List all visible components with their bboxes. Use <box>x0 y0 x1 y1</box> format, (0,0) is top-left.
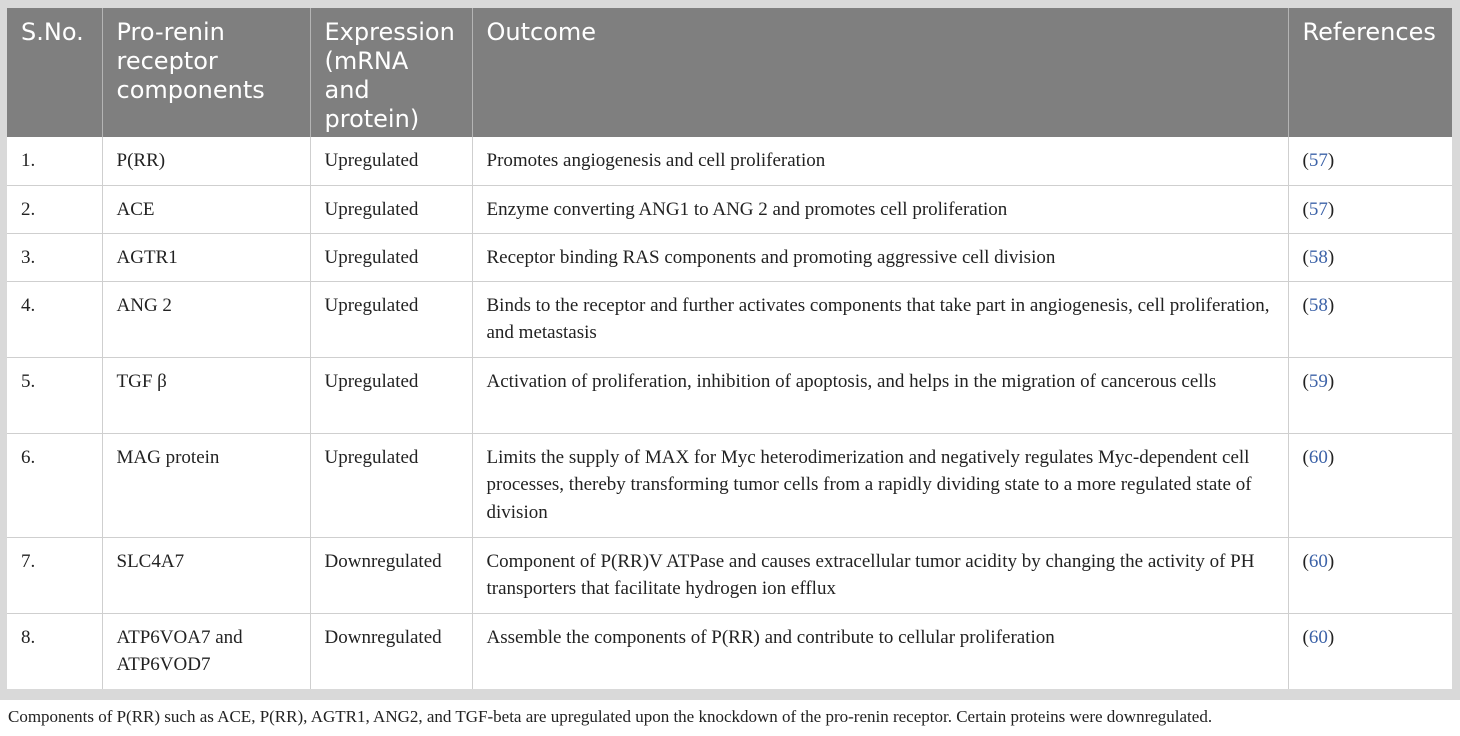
cell-sno: 4. <box>7 281 102 357</box>
cell-sno: 6. <box>7 433 102 537</box>
header-references: References <box>1288 8 1452 137</box>
cell-expression: Upregulated <box>310 233 472 281</box>
ref-close-paren: ) <box>1327 294 1335 316</box>
cell-sno: 1. <box>21 150 36 171</box>
cell-outcome: Assemble the components of P(RR) and contribute to cellular proliferation <box>472 613 1288 689</box>
reference-link[interactable]: 60 <box>1308 446 1328 468</box>
ref-close-paren: ) <box>1327 446 1335 468</box>
cell-outcome: Limits the supply of MAX for Myc heterodimerization and negatively regulates Myc-dependent cell processes, thereby transforming tumor cells from a rapidly dividing state to a more regulated state of division <box>472 433 1288 537</box>
cell-expression: Upregulated <box>310 185 472 233</box>
cell-expression: Upregulated <box>310 357 472 433</box>
cell-reference <box>1288 185 1452 233</box>
ref-close-paren: ) <box>1327 550 1335 572</box>
reference-link[interactable]: 57 <box>1308 198 1328 220</box>
ref-close-paren: ) <box>1327 246 1335 268</box>
reference-link[interactable]: 58 <box>1308 294 1328 316</box>
ref-open-paren: ( <box>1302 370 1309 392</box>
cell-reference <box>1288 433 1452 537</box>
header-component: Pro-renin receptor components <box>102 8 310 137</box>
cell-expression: Downregulated <box>310 537 472 613</box>
reference-link[interactable]: 60 <box>1308 550 1328 572</box>
cell-reference <box>1288 281 1452 357</box>
table-footnote: Components of P(RR) such as ACE, P(RR), AGTR1, ANG2, and TGF-beta are upregulated upon the knockdown of the pro-renin receptor. Certain proteins were downregulated. <box>8 707 1213 726</box>
cell-reference <box>1288 233 1452 281</box>
cell-component: ANG 2 <box>102 281 310 357</box>
data-table <box>7 8 1452 689</box>
table-row <box>7 433 1452 537</box>
cell-expression: Upregulated <box>310 281 472 357</box>
cell-expression: Upregulated <box>310 433 472 537</box>
cell-outcome: Component of P(RR)V ATPase and causes extracellular tumor acidity by changing the activity of PH transporters that facilitate hydrogen ion efflux <box>472 537 1288 613</box>
cell-sno: 5. <box>7 357 102 433</box>
cell-reference <box>1288 537 1452 613</box>
table-header <box>7 8 1452 137</box>
ref-open-paren: ( <box>1302 246 1309 268</box>
cell-outcome: Binds to the receptor and further activates components that take part in angiogenesis, cell proliferation, and metastasis <box>472 281 1288 357</box>
cell-component: ACE <box>102 185 310 233</box>
cell-component: SLC4A7 <box>102 537 310 613</box>
table-row <box>7 281 1452 357</box>
table-row <box>7 613 1452 689</box>
cell-reference <box>1288 357 1452 433</box>
ref-open-paren: ( <box>1302 198 1309 220</box>
table-row <box>7 537 1452 613</box>
cell-reference <box>1288 137 1452 185</box>
cell-component: ATP6VOA7 and ATP6VOD7 <box>102 613 310 689</box>
cell-reference <box>1288 613 1452 689</box>
cell-component: MAG protein <box>102 433 310 537</box>
cell-outcome: Receptor binding RAS components and promoting aggressive cell division <box>472 233 1288 281</box>
table-row <box>7 357 1452 433</box>
cell-sno: 3. <box>7 233 102 281</box>
ref-close-paren: ) <box>1327 198 1335 220</box>
reference-link[interactable]: 57 <box>1308 150 1328 171</box>
ref-open-paren: ( <box>1302 626 1309 648</box>
ref-close-paren: ) <box>1327 626 1335 648</box>
ref-open-paren: ( <box>1302 446 1309 468</box>
cell-outcome: Promotes angiogenesis and cell proliferation <box>472 137 1288 185</box>
cell-expression: Upregulated <box>310 137 472 185</box>
ref-close-paren: ) <box>1327 370 1335 392</box>
cell-component: TGF β <box>102 357 310 433</box>
table-body <box>7 137 1452 689</box>
ref-close-paren: ) <box>1327 150 1335 171</box>
cell-outcome: Enzyme converting ANG1 to ANG 2 and promotes cell proliferation <box>472 185 1288 233</box>
ref-open-paren: ( <box>1302 294 1309 316</box>
cell-expression: Downregulated <box>310 613 472 689</box>
cell-component: P(RR) <box>102 137 310 185</box>
header-expression: Expression (mRNA and protein) <box>310 8 472 137</box>
cell-outcome: Activation of proliferation, inhibition of apoptosis, and helps in the migration of cancerous cells <box>472 357 1288 433</box>
table-row <box>7 185 1452 233</box>
cell-sno: 7. <box>7 537 102 613</box>
table-row <box>7 233 1452 281</box>
cell-sno: 8. <box>7 613 102 689</box>
reference-link[interactable]: 60 <box>1308 626 1328 648</box>
cell-sno: 2. <box>7 185 102 233</box>
table-row <box>7 137 1452 185</box>
reference-link[interactable]: 59 <box>1308 370 1328 392</box>
ref-open-paren: ( <box>1302 150 1309 171</box>
cell-component: AGTR1 <box>102 233 310 281</box>
reference-link[interactable]: 58 <box>1308 246 1328 268</box>
ref-open-paren: ( <box>1302 550 1309 572</box>
header-sno: S.No. <box>7 8 102 137</box>
header-outcome: Outcome <box>472 8 1288 137</box>
